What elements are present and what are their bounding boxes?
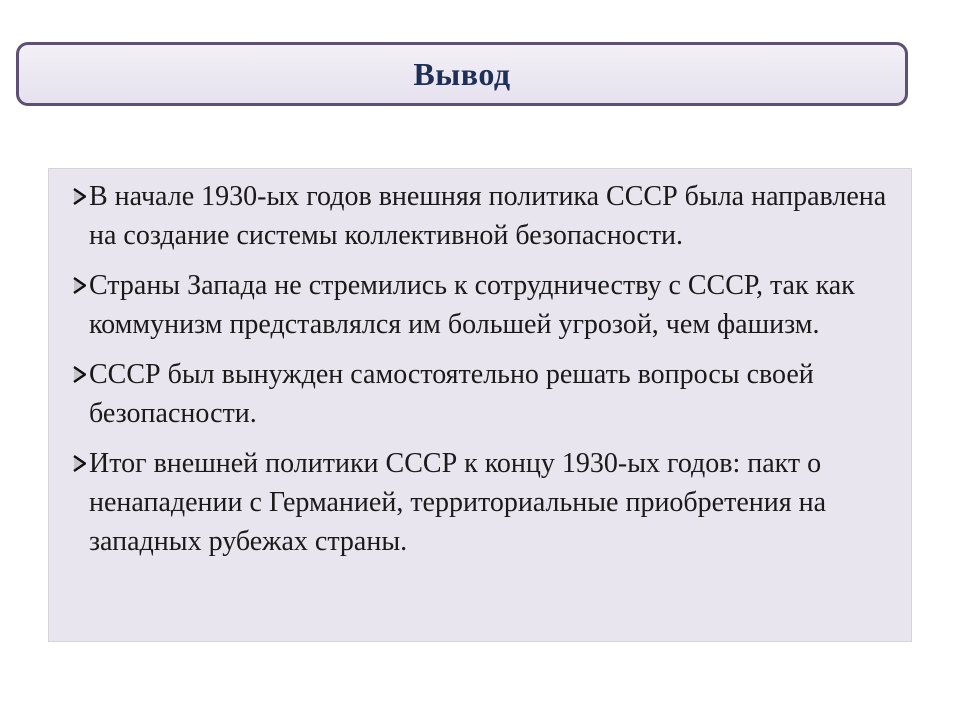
bullet-text: Итог внешней политики СССР к концу 1930-ых годов: пакт о ненападении с Германией, территориальные приобретения на западных рубежах страны. xyxy=(89,448,827,557)
bullet-item xyxy=(73,355,889,433)
bullet-text: Страны Запада не стремились к сотрудничеству с СССР, так как коммунизм представлялся им большей угрозой, чем фашизм. xyxy=(89,270,855,340)
bullet-item xyxy=(73,177,889,255)
bullet-item xyxy=(73,444,889,561)
arrowhead-bullet-icon xyxy=(73,444,87,483)
bullet-text: СССР был вынужден самостоятельно решать вопросы своей безопасности. xyxy=(89,359,814,429)
content-panel xyxy=(48,168,912,642)
bullet-list xyxy=(73,177,889,561)
arrowhead-bullet-icon xyxy=(73,355,87,394)
slide-title: Вывод xyxy=(413,55,511,92)
arrowhead-bullet-icon xyxy=(73,266,87,305)
arrowhead-bullet-icon xyxy=(73,177,87,216)
bullet-item xyxy=(73,266,889,344)
bullet-text: В начале 1930-ых годов внешняя политика СССР была направлена на создание системы коллективной безопасности. xyxy=(89,181,887,251)
title-banner xyxy=(16,42,908,106)
